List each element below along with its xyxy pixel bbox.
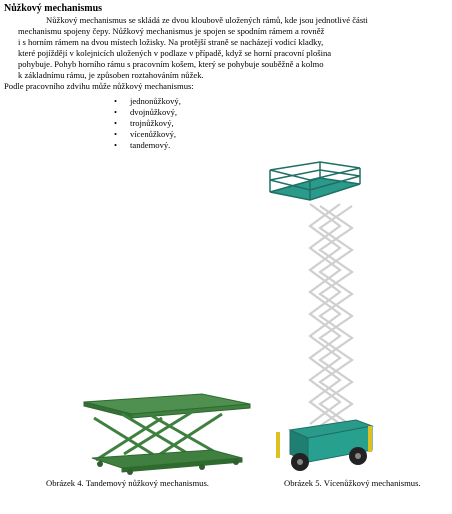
section-heading: Nůžkový mechanismus — [4, 3, 103, 14]
type-list — [114, 96, 181, 151]
figure-caption-tandem: Obrázek 4. Tandemový nůžkový mechanismus. — [46, 478, 209, 488]
figure-caption-multi: Obrázek 5. Vícenůžkový mechanismus. — [284, 478, 421, 488]
paragraph-line: pohybuje. Pohyb horního rámu s pracovním košem, který se pohybuje souběžně a kolmo — [18, 59, 324, 69]
paragraph-line: které pojíždějí v kolejnicích uložených v podlaze v případě, když se horní pracovní plošina — [18, 48, 332, 58]
body-paragraph — [4, 15, 438, 92]
list-item: • tandemový. — [114, 140, 181, 151]
paragraph-line: Podle pracovního zdvihu může nůžkový mechanismus: — [4, 81, 194, 91]
list-item: • vícenůžkový, — [114, 129, 181, 140]
paragraph-line: i s horním rámem na dvou místech ložisky. Na protější straně se nacházejí vodicí kladky, — [18, 37, 324, 47]
multi-scissor-lift-illustration — [260, 160, 380, 475]
paragraph-line: mechanismu spojeny čepy. Nůžkový mechanismus je spojen se spodním rámem a rovněž — [18, 26, 325, 36]
list-item: • jednonůžkový, — [114, 96, 181, 107]
list-item: • trojnůžkový, — [114, 118, 181, 129]
paragraph-line: Nůžkový mechanismus se skládá ze dvou kloubově uložených rámů, kde jsou jednotlivé části — [46, 15, 368, 25]
tandem-scissor-illustration — [82, 392, 252, 477]
list-item: • dvojnůžkový, — [114, 107, 181, 118]
paragraph-line: k základnímu rámu, je způsoben roztahováním nůžek. — [18, 70, 204, 80]
